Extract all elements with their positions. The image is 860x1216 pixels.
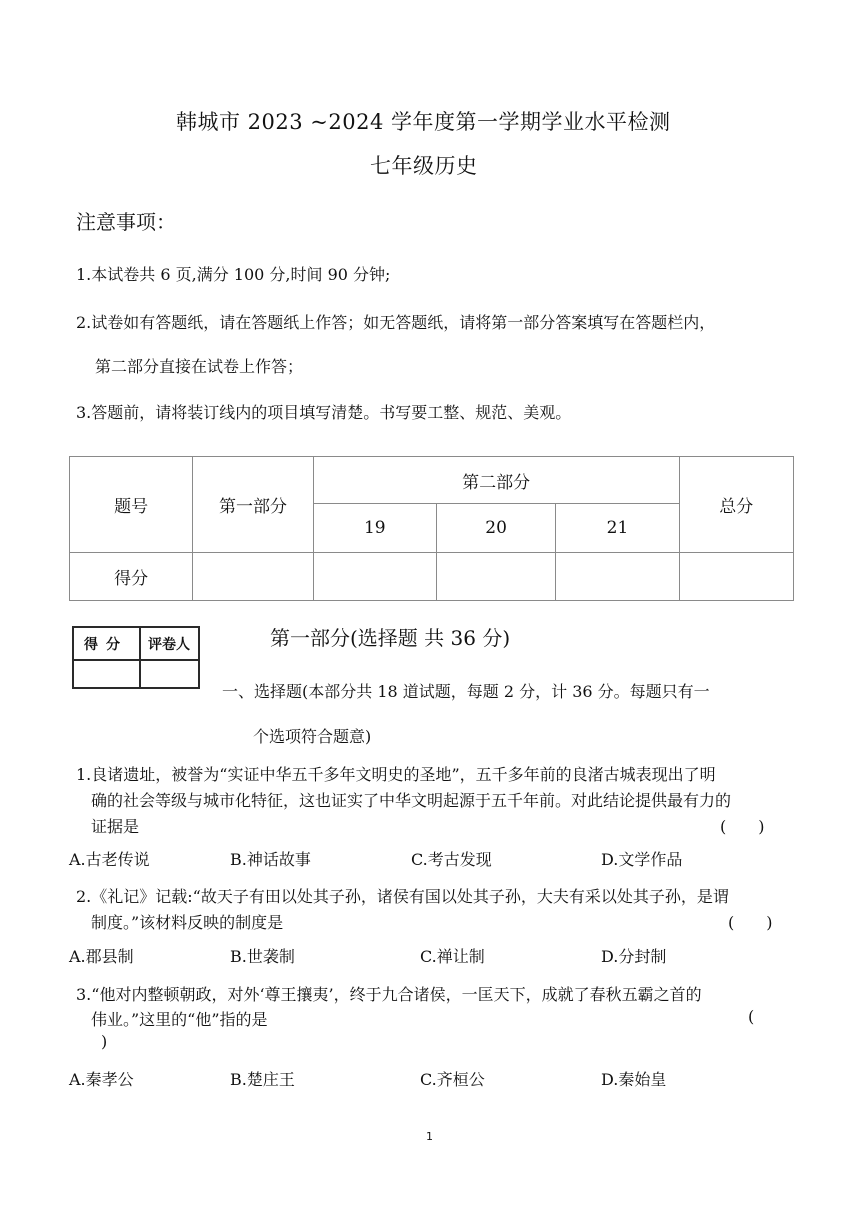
grader-score-label: 得分 (84, 637, 128, 653)
note-item-2: 2.试卷如有答题纸，请在答题纸上作答；如无答题纸，请将第一部分答案填写在答题栏内， (76, 313, 716, 332)
note-item-1: 1.本试卷共 6 页,满分 100 分,时间 90 分钟; (76, 265, 391, 284)
row-score-label: 得分 (70, 553, 193, 601)
header-q21: 21 (556, 504, 679, 553)
question-2-option-b: B.世袭制 (230, 947, 295, 966)
question-2-line-2: 制度。”该材料反映的制度是 (91, 913, 284, 932)
question-3-option-c: C.齐桓公 (420, 1070, 485, 1089)
question-1-option-d: D.文学作品 (601, 850, 683, 869)
question-3-option-b: B.楚庄王 (230, 1070, 295, 1089)
question-2-answer-bracket: ( ) (728, 913, 773, 932)
question-1-line-2: 确的社会等级与城市化特征，这也证实了中华文明起源于五千年前。对此结论提供最有力的 (91, 791, 732, 810)
score-cell-part1 (193, 553, 313, 601)
question-3-option-d: D.秦始皇 (601, 1070, 667, 1089)
exam-subject: 七年级历史 (370, 154, 478, 178)
part1-instruction-cont: 个选项符合题意) (253, 727, 372, 746)
question-2-line-1: 2.《礼记》记载:“故天子有田以处其子孙，诸侯有国以处其子孙，大夫有采以处其子孙，是谓 (76, 887, 729, 906)
question-1-option-b: B.神话故事 (230, 850, 311, 869)
notes-heading: 注意事项： (76, 210, 176, 234)
grader-divider-h (74, 659, 198, 661)
question-3-bracket-open: ( (748, 1007, 755, 1026)
score-cell-total (679, 553, 793, 601)
header-q20: 20 (436, 504, 555, 553)
part1-title: 第一部分(选择题 共 36 分) (270, 626, 511, 650)
grader-divider-v (139, 628, 141, 687)
grader-box (72, 626, 200, 689)
exam-title: 韩城市 2023 ~2024 学年度第一学期学业水平检测 (176, 110, 671, 134)
note-item-2-cont: 第二部分直接在试卷上作答； (95, 357, 304, 376)
header-part1: 第一部分 (193, 457, 313, 553)
question-1-option-c: C.考古发现 (411, 850, 492, 869)
score-cell-q20 (436, 553, 555, 601)
header-q19: 19 (313, 504, 436, 553)
page-number: 1 (426, 1130, 433, 1143)
header-tihao: 题号 (70, 457, 193, 553)
question-3-line-1: 3.“他对内整顿朝政，对外‘尊王攘夷’，终于九合诸侯，一匡天下，成就了春秋五霸之首的 (76, 985, 702, 1004)
question-2-option-a: A.郡县制 (69, 947, 134, 966)
question-3-line-2: 伟业。”这里的“他”指的是 (91, 1010, 268, 1029)
question-2-option-c: C.禅让制 (420, 947, 485, 966)
question-1-line-3: 证据是 (91, 817, 140, 836)
question-1-answer-bracket: ( ) (720, 817, 765, 836)
question-3-option-a: A.秦孝公 (69, 1070, 134, 1089)
grader-name-label: 评卷人 (148, 637, 190, 653)
note-item-3: 3.答题前，请将装订线内的项目填写清楚。书写要工整、规范、美观。 (76, 403, 572, 422)
header-part2: 第二部分 (313, 457, 679, 504)
question-3-bracket-close: ) (101, 1032, 108, 1051)
part1-instruction: 一、选择题(本部分共 18 道试题，每题 2 分，计 36 分。每题只有一 (222, 682, 710, 701)
score-table (69, 456, 794, 601)
score-cell-q19 (313, 553, 436, 601)
question-1-line-1: 1.良诸遗址，被誉为“实证中华五千多年文明史的圣地”，五千多年前的良渚古城表现出了明 (76, 765, 716, 784)
question-2-option-d: D.分封制 (601, 947, 667, 966)
question-1-option-a: A.古老传说 (69, 850, 150, 869)
score-cell-q21 (556, 553, 679, 601)
header-total: 总分 (679, 457, 793, 553)
